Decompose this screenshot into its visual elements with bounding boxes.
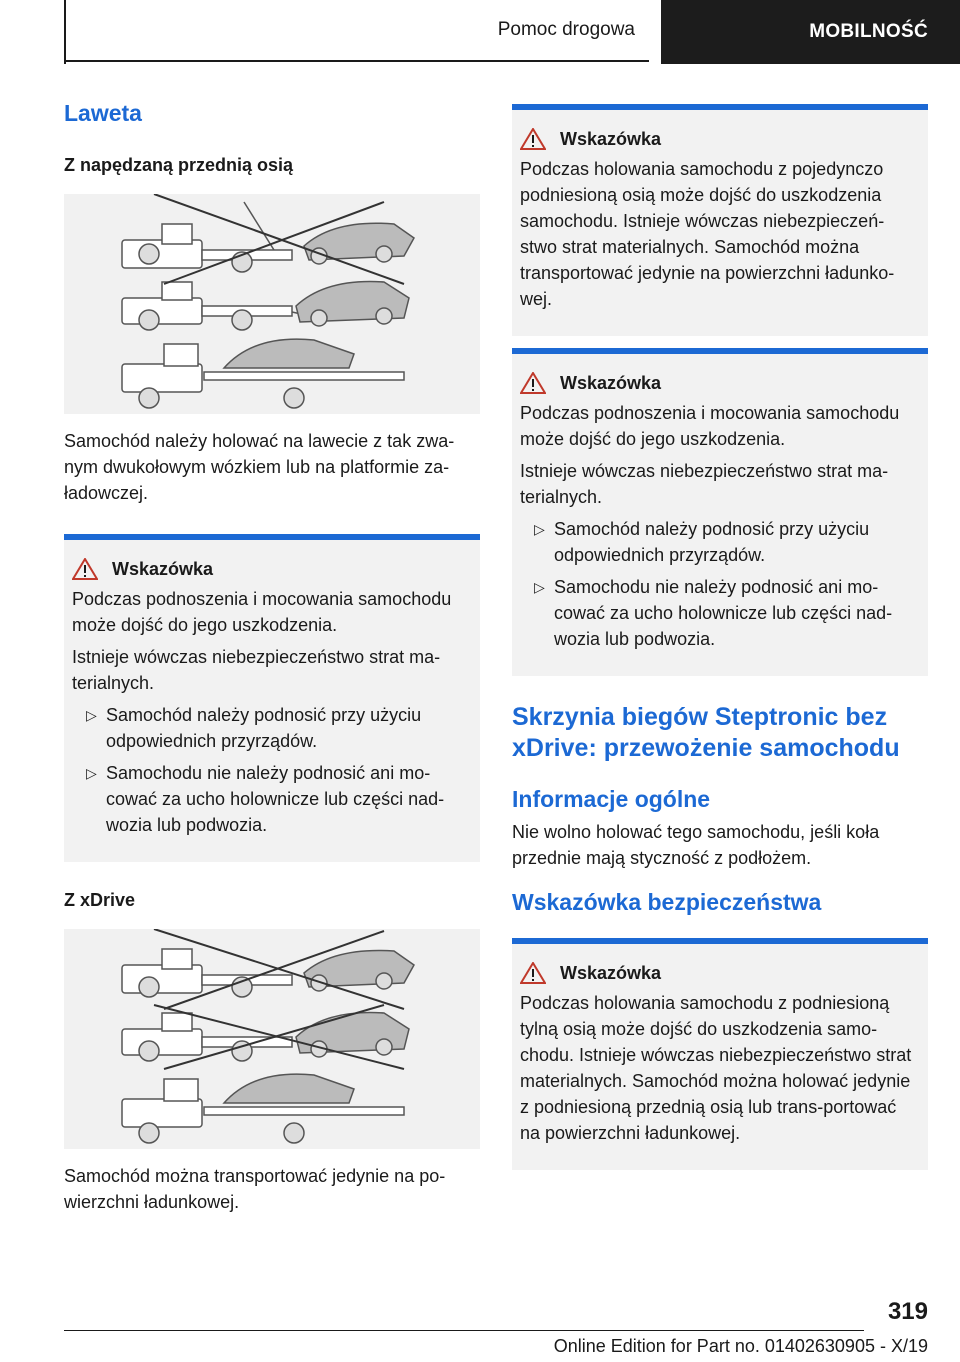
list-item <box>72 702 472 754</box>
list-item <box>520 516 920 568</box>
note-header <box>72 558 472 580</box>
note-title: Wskazówka <box>112 558 214 579</box>
text-general-info: Nie wolno holować tego samochodu, jeśli koła przednie mają styczność z podłożem. <box>512 822 880 868</box>
heading-steptronic-transport: Skrzynia biegów Steptronic bez xDrive: przewożenie samochodu <box>512 703 900 762</box>
text-towing-methods: Samochód należy holować na lawecie z tak zwa-nym dwukołowym wózkiem lub na platformie za-ładowczej. <box>64 431 455 503</box>
towing-illustration-front <box>64 194 480 414</box>
header-chapter-label: MOBILNOŚĆ <box>809 21 928 42</box>
list-item-text: Samochodu nie należy podnosić ani mo-cować za ucho holownicze lub części nad-wozia lub podwozia. <box>554 577 893 649</box>
note-box-rear-axle <box>512 938 928 1170</box>
list-item-text: Samochodu nie należy podnosić ani mo-cować za ucho holownicze lub części nad-wozia lub podwozia. <box>106 763 445 835</box>
towing-diagram-front <box>64 194 480 414</box>
warning-triangle-icon <box>520 962 546 984</box>
heading-laweta: Laweta <box>64 100 142 126</box>
note-bullet-list <box>520 516 920 652</box>
note-box-lifting <box>64 534 480 862</box>
note-paragraph: Istnieje wówczas niebezpieczeństwo strat ma-terialnych. <box>520 461 889 507</box>
note-paragraph: Istnieje wówczas niebezpieczeństwo strat ma-terialnych. <box>72 647 441 693</box>
towing-diagram-xdrive <box>64 929 480 1149</box>
note-header <box>520 128 920 150</box>
list-item <box>72 760 472 838</box>
note-paragraph: Podczas podnoszenia i mocowania samochodu może dojść do jego uszkodzenia. <box>72 589 452 635</box>
note-paragraph: Podczas holowania samochodu z pojedynczo podniesioną osią może dojść do uszkodzenia samochodu. Istnieje wówczas niebezpieczeń-stwo strat materialnych. Samochód można transportować jedynie na powierzchni ładunko-wej. <box>520 159 895 309</box>
page-number: 319 <box>887 1298 928 1325</box>
note-title: Wskazówka <box>560 372 662 393</box>
note-title: Wskazówka <box>560 128 662 149</box>
text-xdrive-transport: Samochód można transportować jedynie na po-wierzchni ładunkowej. <box>64 1166 446 1212</box>
list-item <box>520 574 920 652</box>
header-chapter-tab <box>661 0 960 64</box>
footer-rule <box>64 1330 864 1331</box>
subheading-xdrive: Z xDrive <box>64 890 136 910</box>
triangle-right-icon: ▷ <box>534 521 545 537</box>
note-header <box>520 372 920 394</box>
triangle-right-icon: ▷ <box>534 579 545 595</box>
right-column <box>512 104 928 1170</box>
note-paragraph: Podczas holowania samochodu z podniesioną tylną osią może dojść do uszkodzenia samo-chodu. Istnieje wówczas niebezpieczeństwo strat materialnych. Samochód można holować jedynie z podniesioną przednią osią lub trans-portować na powierzchni ładunkowej. <box>520 993 912 1143</box>
note-box-lifting-right <box>512 348 928 676</box>
header-section-label: Pomoc drogowa <box>497 19 635 40</box>
warning-triangle-icon <box>520 128 546 150</box>
triangle-right-icon: ▷ <box>86 765 97 781</box>
left-column <box>64 100 480 1215</box>
subheading-front-axle: Z napędzaną przednią osią <box>64 155 294 175</box>
list-item-text: Samochód należy podnosić przy użyciu odpowiednich przyrządów. <box>106 705 422 751</box>
note-paragraph: Podczas podnoszenia i mocowania samochodu może dojść do jego uszkodzenia. <box>520 403 900 449</box>
triangle-right-icon: ▷ <box>86 707 97 723</box>
warning-triangle-icon <box>520 372 546 394</box>
note-box-single-axle <box>512 104 928 336</box>
note-header <box>520 962 920 984</box>
subheading-safety-note: Wskazówka bezpieczeństwa <box>512 889 822 915</box>
note-bullet-list <box>72 702 472 838</box>
footer-edition: Online Edition for Part no. 01402630905 - X/19 <box>553 1336 928 1356</box>
subheading-general-info: Informacje ogólne <box>512 786 711 812</box>
header-section-title <box>66 0 649 62</box>
note-title: Wskazówka <box>560 962 662 983</box>
towing-illustration-xdrive <box>64 929 480 1149</box>
list-item-text: Samochód należy podnosić przy użyciu odpowiednich przyrządów. <box>554 519 870 565</box>
warning-triangle-icon <box>72 558 98 580</box>
